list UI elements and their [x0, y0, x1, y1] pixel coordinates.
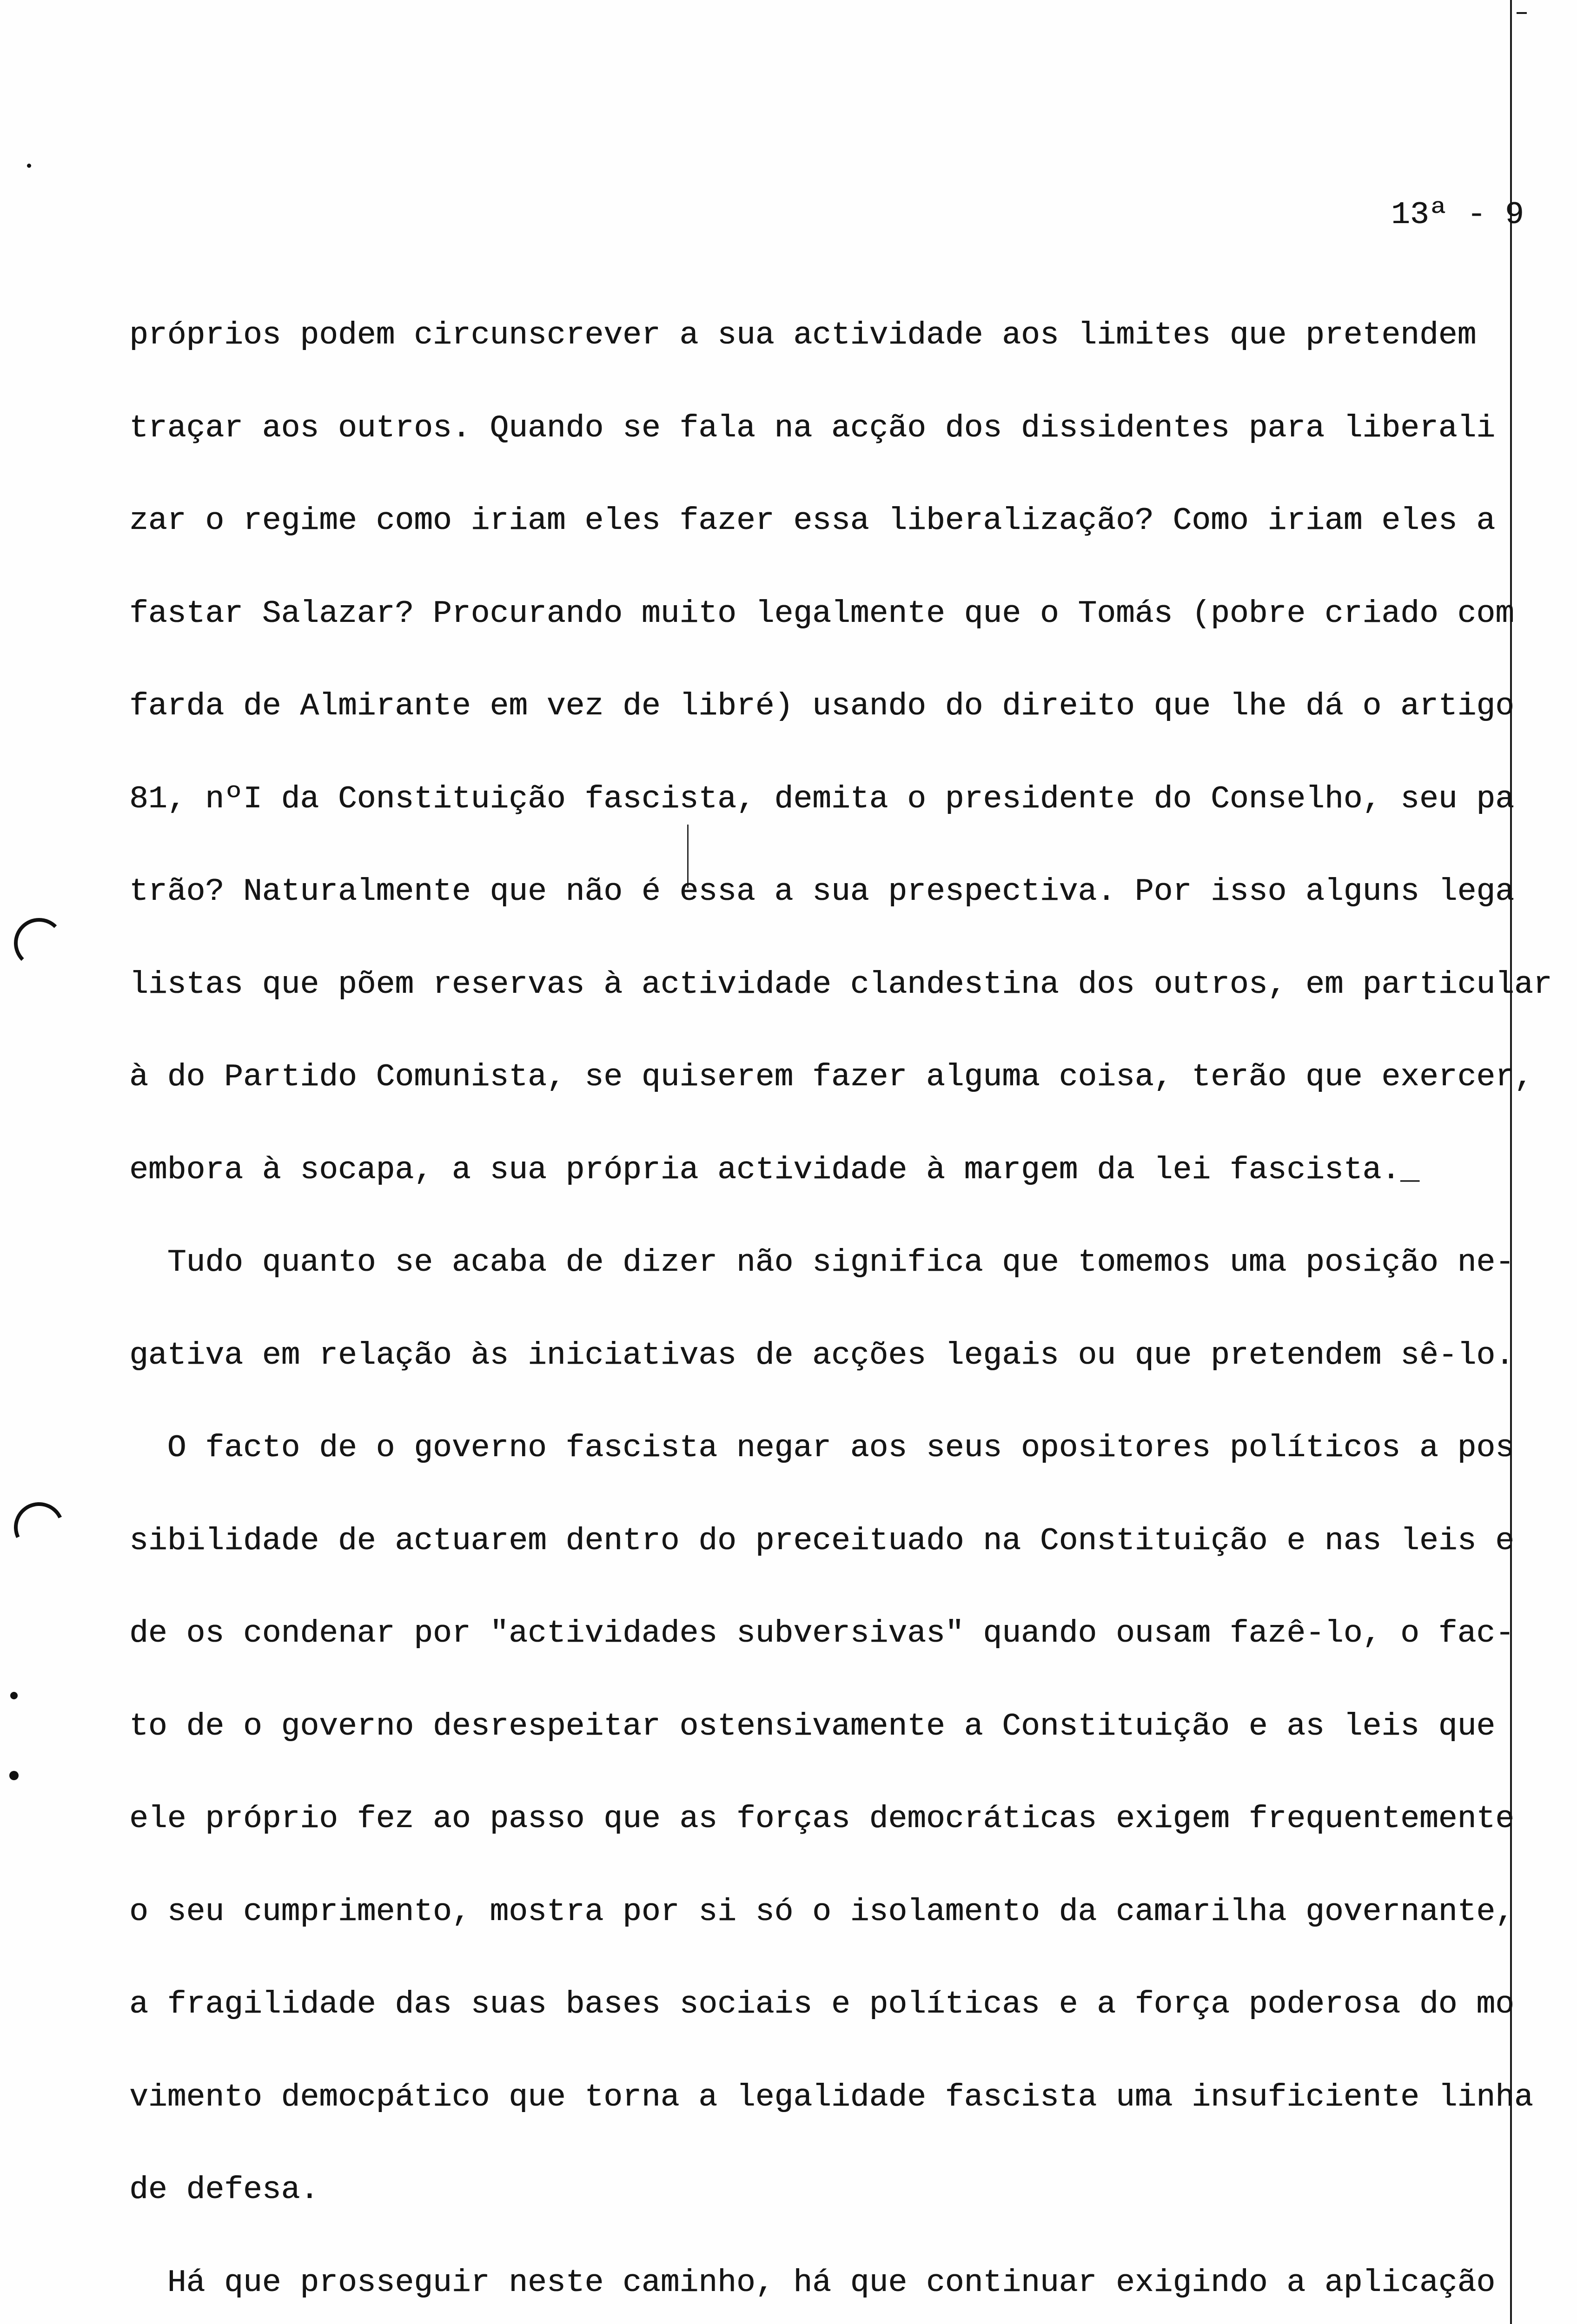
text-line: Tudo quanto se acaba de dizer não significa que tomemos uma posição ne-: [129, 1245, 1514, 1281]
text-line: traçar aos outros. Quando se fala na acção dos dissidentes para liberali: [129, 410, 1496, 446]
margin-tick-mark: [1517, 12, 1527, 14]
text-line: zar o regime como iriam eles fazer essa liberalização? Como iriam eles a: [129, 503, 1496, 539]
punch-hole-mark: [14, 918, 64, 968]
text-line: fastar Salazar? Procurando muito legalmente que o Tomás (pobre criado com: [129, 595, 1514, 632]
text-line: vimento democpático que torna a legalidade fascista uma insuficiente linha: [129, 2079, 1533, 2115]
text-line: sibilidade de actuarem dentro do preceituado na Constituição e nas leis e: [129, 1523, 1514, 1559]
scan-speck: [27, 164, 31, 168]
text-line: 81, nºI da Constituição fascista, demita o presidente do Conselho, seu pa: [129, 781, 1514, 817]
text-line: ele próprio fez ao passo que as forças democráticas exigem frequentemente: [129, 1801, 1514, 1837]
text-line: próprios podem circunscrever a sua actividade aos limites que pretendem: [129, 317, 1477, 353]
text-line: gativa em relação às iniciativas de acções legais ou que pretendem sê-lo.: [129, 1337, 1514, 1373]
text-line: O facto de o governo fascista negar aos seus opositores políticos a pos: [129, 1430, 1514, 1466]
text-line: Há que prosseguir neste caminho, há que continuar exigindo a aplicação: [129, 2265, 1496, 2301]
text-line: trão? Naturalmente que não é essa a sua prespectiva. Por isso alguns lega: [129, 874, 1514, 910]
typed-text-body: [129, 258, 1552, 2324]
text-line: farda de Almirante em vez de libré) usando do direito que lhe dá o artigo: [129, 688, 1514, 724]
text-line: o seu cumprimento, mostra por si só o isolamento da camarilha governante,: [129, 1894, 1514, 1930]
text-line: listas que põem reservas à actividade clandestina dos outros, em particular: [129, 966, 1552, 1003]
text-line: to de o governo desrespeitar ostensivamente a Constituição e as leis que: [129, 1708, 1496, 1744]
text-line: embora à socapa, a sua própria actividade à margem da lei fascista._: [129, 1152, 1419, 1188]
punch-hole-mark: [7, 1495, 71, 1559]
text-line: a fragilidade das suas bases sociais e políticas e a força poderosa do mo: [129, 1987, 1514, 2022]
scan-speck: [9, 1771, 19, 1780]
text-line: de defesa.: [129, 2172, 319, 2208]
scan-speck: [10, 1692, 18, 1699]
text-line: à do Partido Comunista, se quiserem fazer alguma coisa, terão que exercer,: [129, 1059, 1533, 1095]
page-number: 13ª - 9: [1391, 197, 1524, 233]
text-line: de os condenar por "actividades subversivas" quando ousam fazê-lo, o fac-: [129, 1616, 1514, 1651]
